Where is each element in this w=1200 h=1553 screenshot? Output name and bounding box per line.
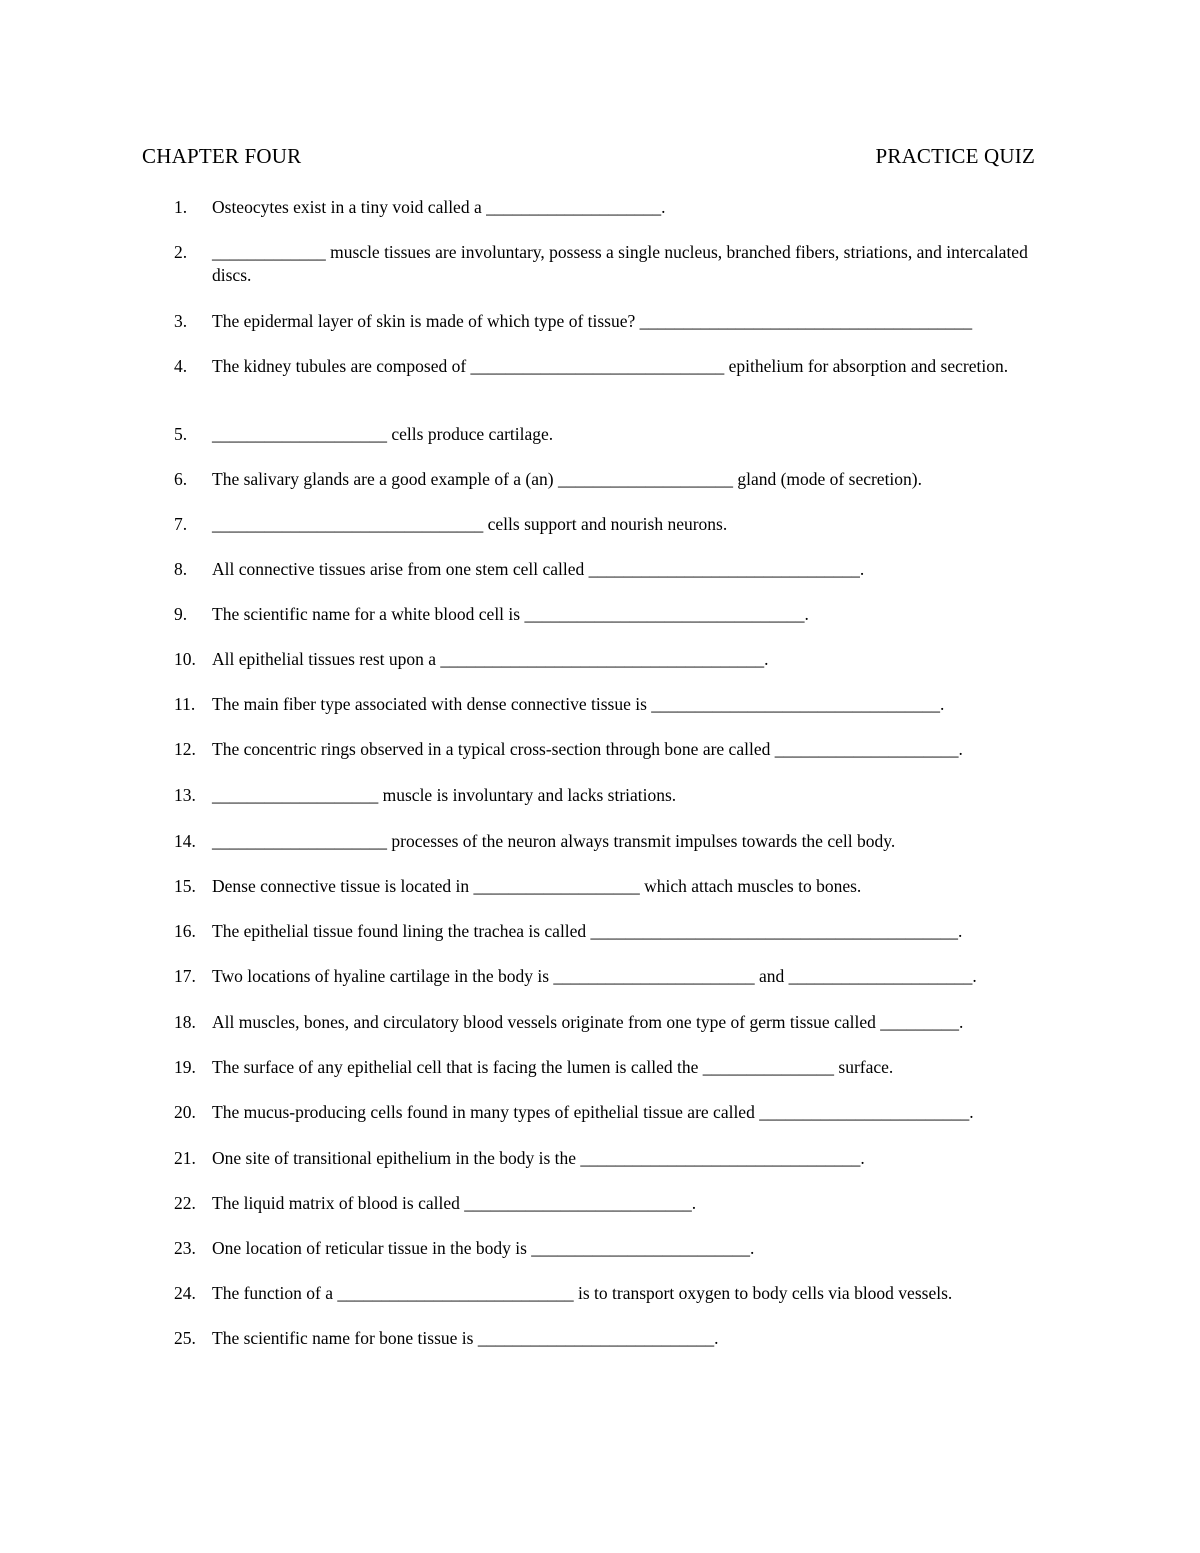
quiz-title: PRACTICE QUIZ	[875, 144, 1035, 168]
question-number: 8.	[174, 559, 188, 579]
question-text: Dense connective tissue is located in ___________________ which attach muscles to bones.	[212, 876, 862, 896]
question-text: The epithelial tissue found lining the trachea is called __________________________________________.	[212, 921, 963, 941]
question-text: Osteocytes exist in a tiny void called a ____________________.	[212, 197, 666, 217]
question-number: 4.	[174, 356, 188, 376]
question-number: 11.	[174, 694, 196, 714]
question-text: All muscles, bones, and circulatory blood vessels originate from one type of germ tissue called _________.	[212, 1012, 964, 1032]
question-text: One site of transitional epithelium in the body is the ________________________________.	[212, 1148, 865, 1168]
question-text: ___________________ muscle is involuntary and lacks striations.	[212, 785, 677, 805]
question-number: 7.	[174, 514, 188, 534]
question-text: _____________ muscle tissues are involuntary, possess a single nucleus, branched fibers, striations, and intercalated discs.	[212, 242, 1033, 285]
question-number: 21.	[174, 1148, 196, 1168]
question-number: 16.	[174, 921, 196, 941]
question-number: 9.	[174, 604, 188, 624]
question-number: 24.	[174, 1283, 196, 1303]
question-number: 3.	[174, 311, 188, 331]
question-number: 2.	[174, 242, 188, 262]
question-text: The concentric rings observed in a typical cross-section through bone are called _____________________.	[212, 739, 963, 759]
chapter-title: CHAPTER FOUR	[142, 144, 302, 168]
question-text: The salivary glands are a good example of a (an) ____________________ gland (mode of secretion).	[212, 469, 922, 489]
question-text: The kidney tubules are composed of _____________________________ epithelium for absorption and secretion.	[212, 356, 1009, 376]
question-number: 13.	[174, 785, 196, 805]
question-text: All connective tissues arise from one stem cell called _______________________________.	[212, 559, 865, 579]
question-number: 1.	[174, 197, 188, 217]
question-number: 12.	[174, 739, 196, 759]
question-number: 6.	[174, 469, 188, 489]
question-text: The surface of any epithelial cell that is facing the lumen is called the _______________ surface.	[212, 1057, 894, 1077]
question-number: 22.	[174, 1193, 196, 1213]
question-text: All epithelial tissues rest upon a _____________________________________.	[212, 649, 769, 669]
question-number: 19.	[174, 1057, 196, 1077]
question-text: One location of reticular tissue in the body is _________________________.	[212, 1238, 755, 1258]
question-number: 18.	[174, 1012, 196, 1032]
question-text: ____________________ processes of the neuron always transmit impulses towards the cell body.	[212, 831, 896, 851]
question-number: 25.	[174, 1328, 196, 1348]
question-text: The function of a ___________________________ is to transport oxygen to body cells via blood vessels.	[212, 1283, 953, 1303]
question-number: 20.	[174, 1102, 196, 1122]
question-text: The scientific name for a white blood cell is ________________________________.	[212, 604, 809, 624]
question-text: The scientific name for bone tissue is ___________________________.	[212, 1328, 719, 1348]
question-number: 14.	[174, 831, 196, 851]
question-number: 23.	[174, 1238, 196, 1258]
question-text: The liquid matrix of blood is called __________________________.	[212, 1193, 697, 1213]
question-number: 15.	[174, 876, 196, 896]
question-text: _______________________________ cells support and nourish neurons.	[212, 514, 728, 534]
question-text: The main fiber type associated with dense connective tissue is _________________________________.	[212, 694, 945, 714]
question-text: ____________________ cells produce cartilage.	[212, 424, 554, 444]
question-number: 5.	[174, 424, 188, 444]
question-number: 17.	[174, 966, 196, 986]
question-text: The epidermal layer of skin is made of which type of tissue? ______________________________________	[212, 311, 973, 331]
question-text: The mucus-producing cells found in many types of epithelial tissue are called ________________________.	[212, 1102, 974, 1122]
question-number: 10.	[174, 649, 196, 669]
question-text: Two locations of hyaline cartilage in the body is _______________________ and _____________________.	[212, 966, 977, 986]
